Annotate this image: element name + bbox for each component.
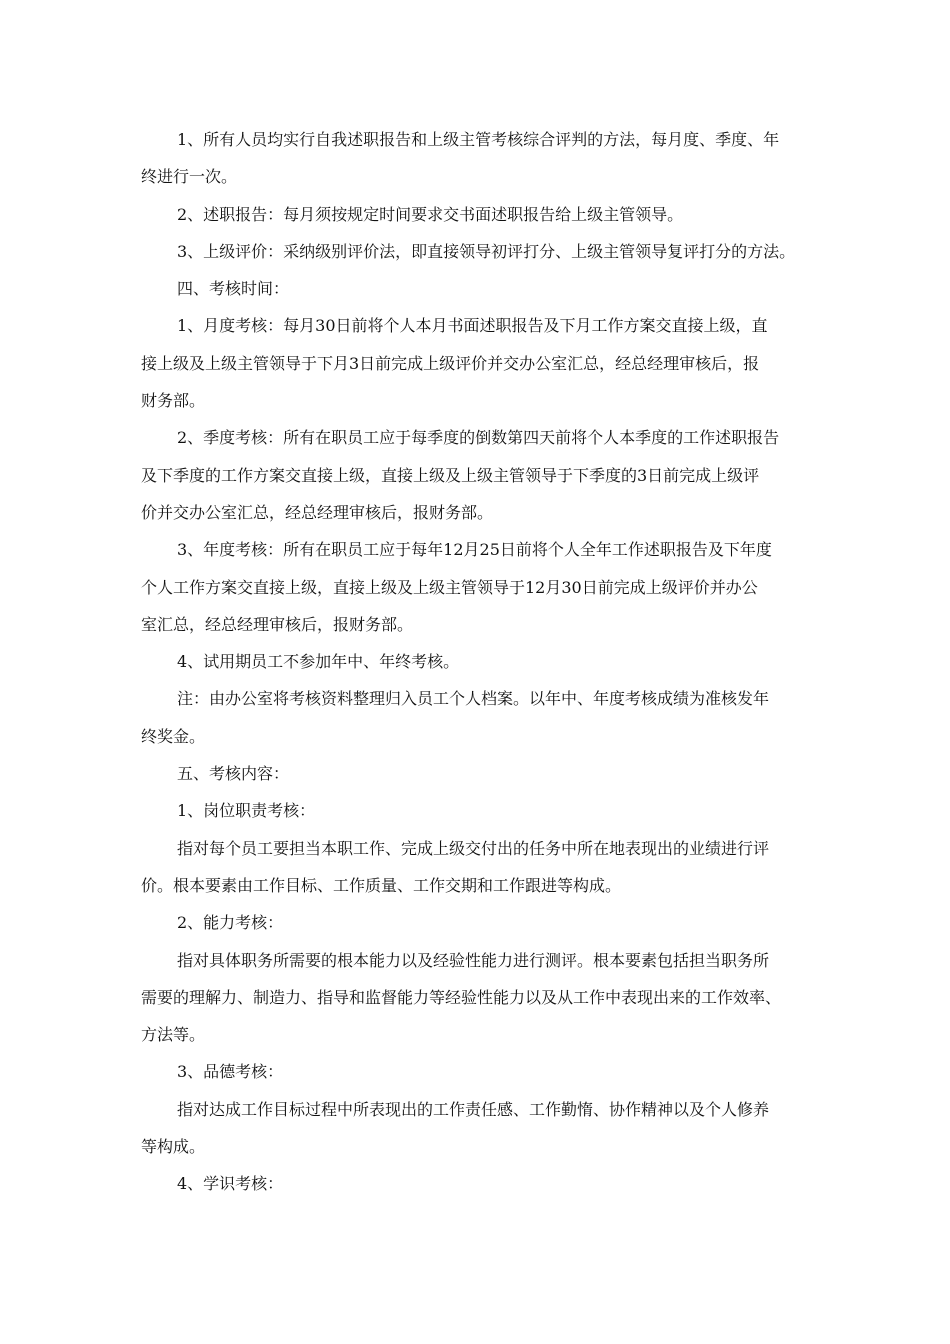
- text-line: 财务部。: [141, 391, 206, 411]
- text-line: 2、能力考核：: [177, 913, 284, 933]
- text-line: 价并交办公室汇总，经总经理审核后，报财务部。: [141, 502, 494, 522]
- text-line: 3、年度考核：所有在职员工应于每年12月25日前将个人全年工作述职报告及下年度: [177, 540, 772, 560]
- paragraph: [141, 643, 817, 680]
- paragraph: [141, 531, 817, 643]
- text-line: 1、岗位职责考核：: [177, 801, 316, 821]
- text-line: 室汇总，经总经理审核后，报财务部。: [141, 614, 414, 634]
- paragraph: [141, 307, 817, 419]
- document-body: [141, 121, 817, 1203]
- text-line: 等构成。: [141, 1137, 206, 1157]
- text-line: 1、月度考核：每月30日前将个人本月书面述职报告及下月工作方案交直接上级，直: [177, 316, 768, 336]
- paragraph: [141, 680, 817, 755]
- paragraph: [141, 904, 817, 941]
- text-line: 四、考核时间：: [177, 279, 290, 299]
- paragraph: [141, 792, 817, 829]
- text-line: 2、季度考核：所有在职员工应于每季度的倒数第四天前将个人本季度的工作述职报告: [177, 428, 780, 448]
- paragraph: [141, 419, 817, 531]
- text-line: 接上级及上级主管领导于下月3日前完成上级评价并交办公室汇总，经总经理审核后，报: [141, 353, 760, 373]
- text-line: 指对每个员工要担当本职工作、完成上级交付出的任务中所在地表现出的业绩进行评: [177, 838, 770, 858]
- text-line: 需要的理解力、制造力、指导和监督能力等经验性能力以及从工作中表现出来的工作效率、: [141, 987, 782, 1007]
- paragraph: [141, 830, 817, 905]
- paragraph: [141, 196, 817, 233]
- text-line: 注：由办公室将考核资料整理归入员工个人档案。以年中、年度考核成绩为准核发年: [177, 689, 770, 709]
- text-line: 终进行一次。: [141, 167, 238, 187]
- text-line: 及下季度的工作方案交直接上级，直接上级及上级主管领导于下季度的3日前完成上级评: [141, 465, 760, 485]
- paragraph: [141, 233, 817, 270]
- paragraph: [141, 270, 817, 307]
- paragraph: [141, 1091, 817, 1166]
- text-line: 五、考核内容：: [177, 764, 290, 784]
- text-line: 3、上级评价：采纳级别评价法，即直接领导初评打分、上级主管领导复评打分的方法。: [177, 241, 796, 261]
- paragraph: [141, 755, 817, 792]
- text-line: 价。根本要素由工作目标、工作质量、工作交期和工作跟进等构成。: [141, 875, 622, 895]
- paragraph: [141, 1165, 817, 1202]
- text-line: 1、所有人员均实行自我述职报告和上级主管考核综合评判的方法，每月度、季度、年: [177, 130, 780, 149]
- text-line: 4、学识考核：: [177, 1174, 284, 1194]
- text-line: 方法等。: [141, 1025, 206, 1045]
- text-line: 指对具体职务所需要的根本能力以及经验性能力进行测评。根本要素包括担当职务所: [177, 950, 770, 970]
- paragraph: [141, 1053, 817, 1090]
- text-line: 2、述职报告：每月须按规定时间要求交书面述职报告给上级主管领导。: [177, 204, 684, 224]
- text-line: 个人工作方案交直接上级，直接上级及上级主管领导于12月30日前完成上级评价并办公: [141, 577, 758, 597]
- text-line: 终奖金。: [141, 726, 206, 746]
- text-line: 3、品德考核：: [177, 1062, 284, 1082]
- paragraph: [141, 121, 817, 196]
- paragraph: [141, 942, 817, 1054]
- text-line: 指对达成工作目标过程中所表现出的工作责任感、工作勤惰、协作精神以及个人修养: [177, 1099, 770, 1119]
- text-line: 4、试用期员工不参加年中、年终考核。: [177, 652, 460, 672]
